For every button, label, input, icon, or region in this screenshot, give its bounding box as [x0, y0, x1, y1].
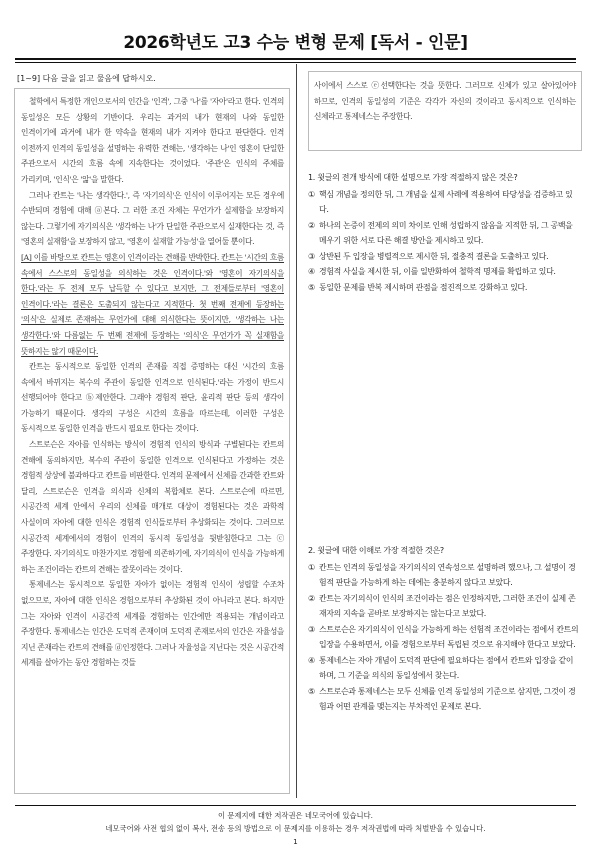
passage-paragraph-1: 철학에서 특정한 개인으로서의 인간을 '인격', 그중 '나'를 '자아'라고 한다. 인격의 동일성은 모든 상황의 기반이다. 우리는 과거의 내가 현재의 나와 동일한 인격이기에 과거에 내가 한 약속을 현재의 내가 지켜야 한다고 판단한다. 인격 이전까지 인격의 동일성을 설명하는 유력한 견해는, '생각하는 나'인 영혼이 단일한 주관으로서 시간의 흐름 속에 지속한다는 것이었다. '주관'은 인식의 주체를 가리키며, '인식'은 '앎'을 말한다.	[21, 97, 284, 184]
question-1-option-4[interactable]	[308, 264, 580, 280]
title-rule-thin	[15, 62, 576, 63]
passage-continuation: 사이에서 스스로 ⓔ선택한다는 것을 뜻한다. 그러므로 신체가 있고 살아있어야 하므로, 인격의 동일성의 기준은 각각가 자신의 것이라고 동시적으로 인식하는 신체라고 통제네스는 주장한다.	[314, 81, 576, 122]
option-text: 경험적 사실을 제시한 뒤, 이를 일반화하여 철학적 명제를 확립하고 있다.	[319, 267, 556, 276]
option-text: 스트로슨은 자기의식이 인식을 가능하게 하는 선험적 조건이라는 점에서 칸트의 입장을 수용하면서, 이를 경험으로부터 독립된 것으로 유지해야 한다고 보았다.	[319, 624, 579, 649]
option-text: 칸트는 인격의 동일성을 자기의식의 연속성으로 설명하려 했으나, 그 설명이 경험적 판단을 가능하게 하는 데에는 충분하지 않다고 보았다.	[319, 562, 576, 587]
question-1-option-3[interactable]	[308, 249, 580, 265]
question-1-option-5[interactable]	[308, 280, 580, 296]
option-number: ③	[308, 251, 315, 261]
option-number: ⑤	[308, 282, 315, 292]
option-number: ④	[308, 267, 315, 276]
copyright-notice: 이 문제지에 대한 저작권은 네모국어에 있습니다.	[218, 811, 373, 820]
option-text: 칸트는 자기의식이 인식의 조건이라는 점은 인정하지만, 그러한 조건이 실제 존재자의 지속을 곧바로 보장하지는 않는다고 보았다.	[319, 593, 576, 618]
question-1	[308, 170, 580, 295]
option-number: ⑤	[308, 686, 315, 696]
question-2-option-5[interactable]	[308, 684, 580, 715]
passage-paragraph-6: 통제네스는 동시적으로 동일한 자아가 없이는 경험적 인식이 성립할 수조차 없으므로, 자아에 대한 인식은 경험으로부터 추상화된 것이 아니라고 본다. 하지만 그는 자아와 인격이 시공간적 세계를 경험하는 인간에만 적용되는 개념이라고 주장한다. 통제네스는 인간은 도덕적 존재이며 도덕적 존재로서의 인간은 자율성을 지닌 존재라는 칸트의 견해를 ⓓ인정한다. 그러나 자율성을 지닌다는 것은 시공간적 세계를 살아가는 동안 경험하는 것들	[21, 580, 284, 668]
option-number: ①	[308, 189, 315, 199]
page-number: 1	[293, 837, 298, 846]
question-2-stem: 2. 윗글에 대한 이해로 가장 적절한 것은?	[308, 546, 444, 555]
passage-right	[314, 78, 576, 125]
option-number: ②	[308, 220, 315, 230]
option-text: 상반된 두 입장을 병렬적으로 제시한 뒤, 절충적 결론을 도출하고 있다.	[319, 251, 549, 261]
passage-paragraph-5: 스트로슨은 자아를 인식하는 방식이 경험적 인식의 방식과 구별된다는 칸트의 견해에 동의하지만, 복수의 주관이 동일한 인격으로 인식된다고 가정하는 것은 경험적 상상에 불과하다고 칸트를 비판한다. 인격의 문제에서 신체를 간과한 칸트와 달리, 스트로슨은 인격을 의식과 신체의 복합체로 본다. 스트로슨에 따르면, 시공간적 세계 안에서 우리의 신체를 매개로 대상이 경험된다는 것은 과학적 사실이며 자아에 대한 인식은 경험적 인식들로부터 추상화되는 것이다. 그러므로 시공간적 세계에서의 경험이 인격의 동시적 동일성을 뒷받침한다고 그는 ⓒ주장한다. 자기의식도 마찬가지로 경험에 의존하기에, 자기의식이 인식을 가능하게 하는 조건이라는 칸트의 견해는 잘못이라는 것이다.	[21, 440, 284, 574]
option-number: ③	[308, 624, 315, 634]
option-number: ①	[308, 562, 315, 572]
page-title: 2026학년도 고3 수능 변형 문제 [독서 - 인문]	[123, 33, 468, 53]
question-1-option-2[interactable]	[308, 218, 580, 249]
passage-left	[21, 94, 284, 671]
question-2-option-3[interactable]	[308, 622, 580, 653]
passage-paragraph-2: 그러나 칸트는 '나는 생각한다.', 즉 '자기의식'은 인식이 이루어지는 모든 경우에 수반되며 경험에 대해 ⓐ본다. 그 러한 조건 자체는 무언가가 실제함을 보장하지 않는다. 그렇기에 자기의식은 '생각하는 나'가 단일한 주관으로서 실재한다는 것, 즉 '영혼의 실재함'을 보장하지 않고, '영혼이 실재할 가능성'을 열어둘 뿐이다.	[21, 190, 284, 247]
footer-rule	[15, 805, 576, 806]
title-rule	[15, 58, 576, 60]
passage-paragraph-3-bracket-a: [A] 이를 바탕으로 칸트는 영혼이 인격이라는 견해를 반박한다. 칸트는 '시간의 흐름 속에서 스스로의 동일성을 의식하는 것은 인격이다.'와 '영혼이 자기의식을 한다.'라는 두 전제 모두 납득할 수 있다고 보지만, 그 전제들로부터 '영혼이 인격이다.'라는 결론은 도출되지 않는다고 지적한다. 첫 번째 전제에 등장하는 '의식'은 실제로 존재하는 무언가에 대해 의식한다는 뜻이지만, '생각하는 나는 생각한다.'와 다름없는 두 번째 전제에 등장하는 '의식'은 무언가가 꼭 실재함을 뜻하지는 않기 때문이다.	[21, 252, 284, 356]
question-2-option-4[interactable]	[308, 653, 580, 684]
option-text: 핵심 개념을 정의한 뒤, 그 개념을 실제 사례에 적용하여 타당성을 검증하고 있다.	[319, 189, 573, 214]
column-divider	[296, 64, 297, 798]
passage-paragraph-4: 칸트는 동시적으로 동일한 인격의 존재를 직접 증명하는 대신 '시간의 흐름 속에서 바뀌지는 복수의 주관이 동일한 인격으로 인식된다.'라는 가정이 반드시 선행되어야 한다고 ⓑ제안한다. 그래야 경험적 판단, 윤리적 판단 등의 생각이 가능하기 때문이다. 생각의 구성은 시간의 흐름을 따르는데, 이러한 구성은 동시적으로 동일한 인격을 반드시 필요로 한다는 것이다.	[21, 362, 284, 434]
option-text: 스트로슨과 통제네스는 모두 신체를 인격 동일성의 기준으로 삼지만, 그것이 경험과 어떤 관계를 맺는지는 부차적인 문제로 본다.	[319, 686, 576, 711]
option-number: ②	[308, 593, 315, 603]
option-text: 통제네스는 자아 개념이 도덕적 판단에 필요하다는 점에서 칸트와 입장을 같이하며, 그 기준을 의식의 동일성에서 찾는다.	[319, 655, 574, 680]
copyright-warning: 네모국어와 사전 협의 없이 복사, 전송 등의 방법으로 이 문제지를 이용하는 경우 저작권법에 따라 처벌받을 수 있습니다.	[105, 824, 486, 833]
option-text: 동일한 문제를 반복 제시하며 관점을 점진적으로 강화하고 있다.	[319, 282, 528, 292]
instruction-text: [1~9] 다음 글을 읽고 물음에 답하시오.	[17, 74, 156, 83]
question-2-option-2[interactable]	[308, 591, 580, 622]
question-2-option-1[interactable]	[308, 560, 580, 591]
option-number: ④	[308, 655, 315, 665]
question-1-stem: 1. 윗글의 전개 방식에 대한 설명으로 가장 적절하지 않은 것은?	[308, 173, 518, 182]
option-text: 하나의 논증이 전제의 의미 차이로 인해 성립하지 않음을 지적한 뒤, 그 공백을 메우기 위한 서로 다른 해결 방안을 제시하고 있다.	[319, 220, 573, 245]
question-1-option-1[interactable]	[308, 187, 580, 218]
question-2	[308, 543, 580, 715]
